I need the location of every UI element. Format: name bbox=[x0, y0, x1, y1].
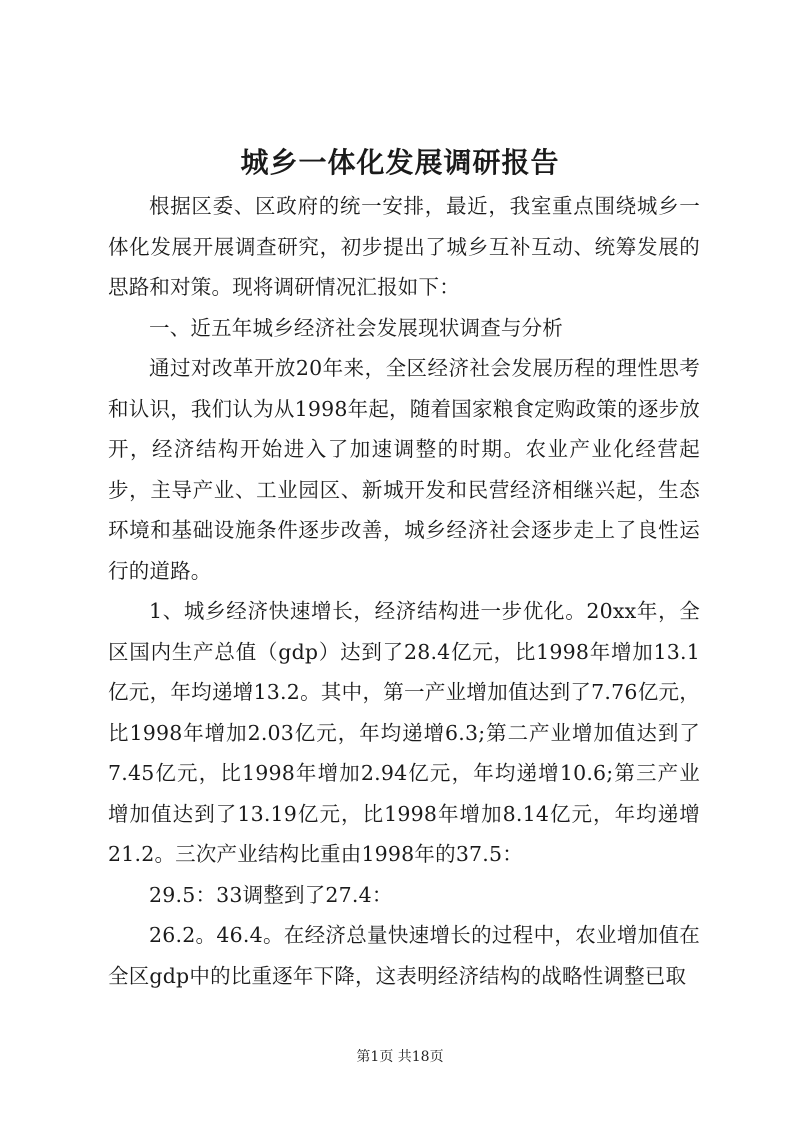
paragraph-analysis: 通过对改革开放20年来，全区经济社会发展历程的理性思考和认识，我们认为从1998年起，随着国家粮食定购政策的逐步放开，经济结构开始进入了加速调整的时期。农业产业化经营起步，主导产业、工业园区、新城开发和民营经济相继兴起，生态环境和基础设施条件逐步改善，城乡经济社会逐步走上了良性运行的道路。 bbox=[108, 356, 700, 583]
paragraph-economy: 1、城乡经济快速增长，经济结构进一步优化。20xx年，全区国内生产总值（gdp）达到了28.4亿元，比1998年增加13.1亿元，年均递增13.2。其中，第一产业增加值达到了7.76亿元，比1998年增加2.03亿元，年均递增6.3;第二产业增加值达到了7.45亿元，比1998年增加2.94亿元，年均递增10.6;第三产业增加值达到了13.19亿元，比1998年增加8.14亿元，年均递增21.2。三次产业结构比重由1998年的37.5： bbox=[108, 599, 700, 866]
paragraph-ratio-2: 26.2。46.4。在经济总量快速增长的过程中，农业增加值在全区gdp中的比重逐年下降，这表明经济结构的战略性调整已取 bbox=[108, 923, 700, 988]
document-title: 城乡一体化发展调研报告 bbox=[240, 146, 560, 179]
paragraph-intro: 根据区委、区政府的统一安排，最近，我室重点围绕城乡一体化发展开展调查研究，初步提出了城乡互补互动、统筹发展的思路和对策。现将调研情况汇报如下： bbox=[108, 194, 700, 299]
section-heading: 一、近五年城乡经济社会发展现状调查与分析 bbox=[149, 315, 563, 340]
document-body bbox=[108, 186, 700, 996]
paragraph-ratio-1: 29.5：33调整到了27.4： bbox=[149, 882, 393, 907]
page-number: 第1页 共18页 bbox=[356, 1049, 444, 1065]
